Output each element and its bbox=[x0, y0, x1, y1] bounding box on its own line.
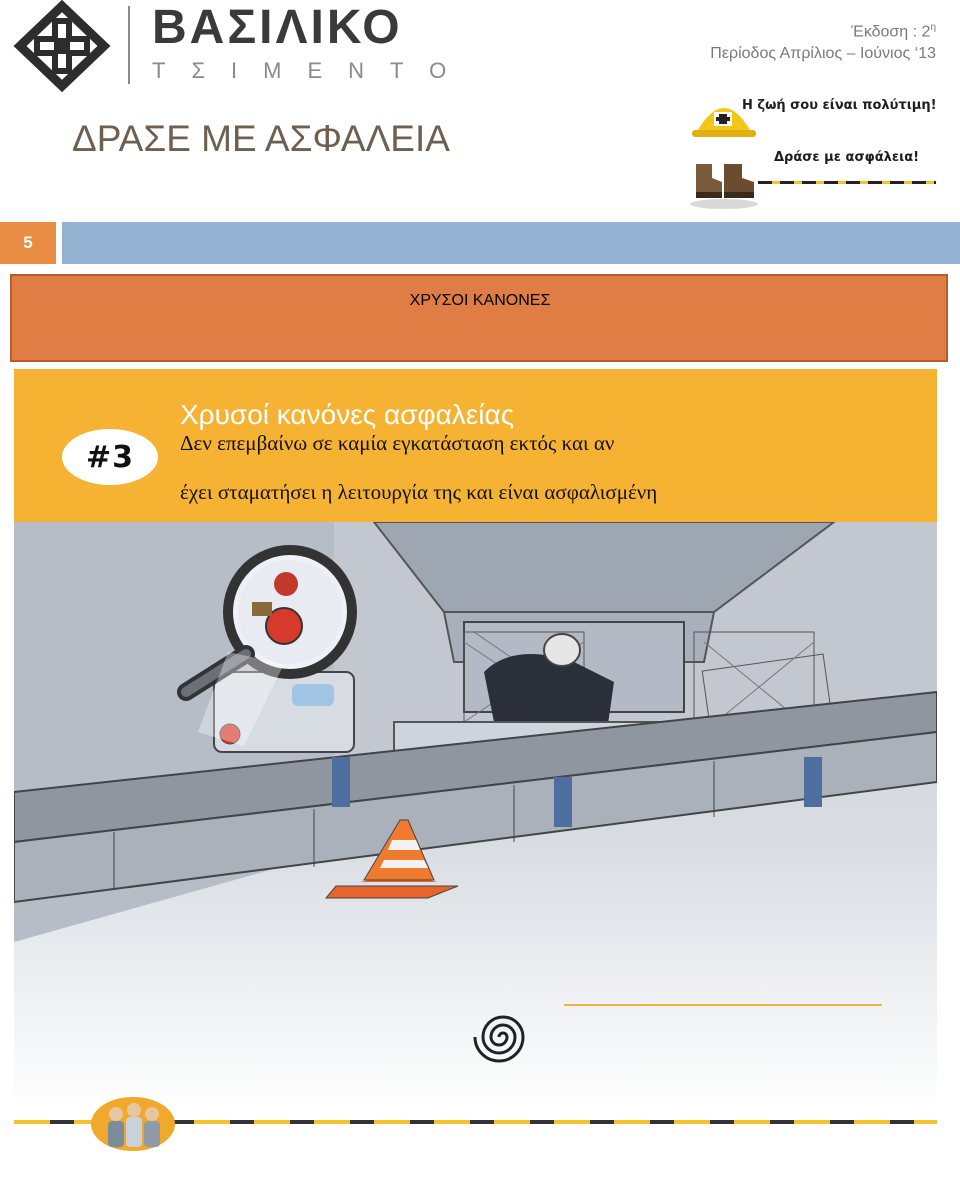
ad-dashed-line bbox=[758, 181, 936, 184]
decorative-rule bbox=[564, 1004, 882, 1006]
issue-period: Περίοδος Απρίλιος – Ιούνιος ‘13 bbox=[710, 45, 936, 62]
issue-label: Έκδοση : 2 bbox=[851, 23, 931, 41]
ad-line-1: Η ζωή σου είναι πολύτιμη! bbox=[742, 98, 937, 113]
brand-subtitle: ΤΣΙΜΕΝΤΟ bbox=[152, 58, 473, 83]
safety-banner bbox=[688, 86, 940, 210]
rule-number: #3 bbox=[85, 439, 134, 475]
rule-banner bbox=[14, 369, 937, 522]
issue-sup: η bbox=[930, 22, 936, 33]
company-logo-icon bbox=[12, 0, 112, 92]
rule-number-badge bbox=[62, 429, 158, 485]
section-title: ΧΡΥΣΟΙ ΚΑΝΟΝΕΣ bbox=[409, 292, 551, 309]
ad-line-2: Δράσε με ασφάλεια! bbox=[774, 150, 920, 165]
section-title-box bbox=[10, 274, 948, 362]
rule-heading: Χρυσοί κανόνες ασφαλείας bbox=[180, 399, 515, 430]
spiral-icon bbox=[460, 1004, 546, 1070]
workers-group-icon bbox=[90, 1096, 176, 1152]
brand-name: ΒΑΣΙΛΙΚΟ bbox=[152, 1, 403, 54]
logo-divider bbox=[128, 6, 130, 84]
newsletter-headline: ΔΡΑΣΕ ΜΕ ΑΣΦΑΛΕΙΑ bbox=[72, 118, 450, 159]
page-number: 5 bbox=[0, 222, 56, 264]
rule-text-line-2: έχει σταματήσει η λειτουργία της και είναι ασφαλισμένη bbox=[180, 480, 658, 504]
issue-number bbox=[851, 22, 936, 41]
rule-text-line-1: Δεν επεμβαίνω σε καμία εγκατάσταση εκτός και αν bbox=[180, 431, 615, 455]
page-header-bar bbox=[62, 222, 960, 264]
